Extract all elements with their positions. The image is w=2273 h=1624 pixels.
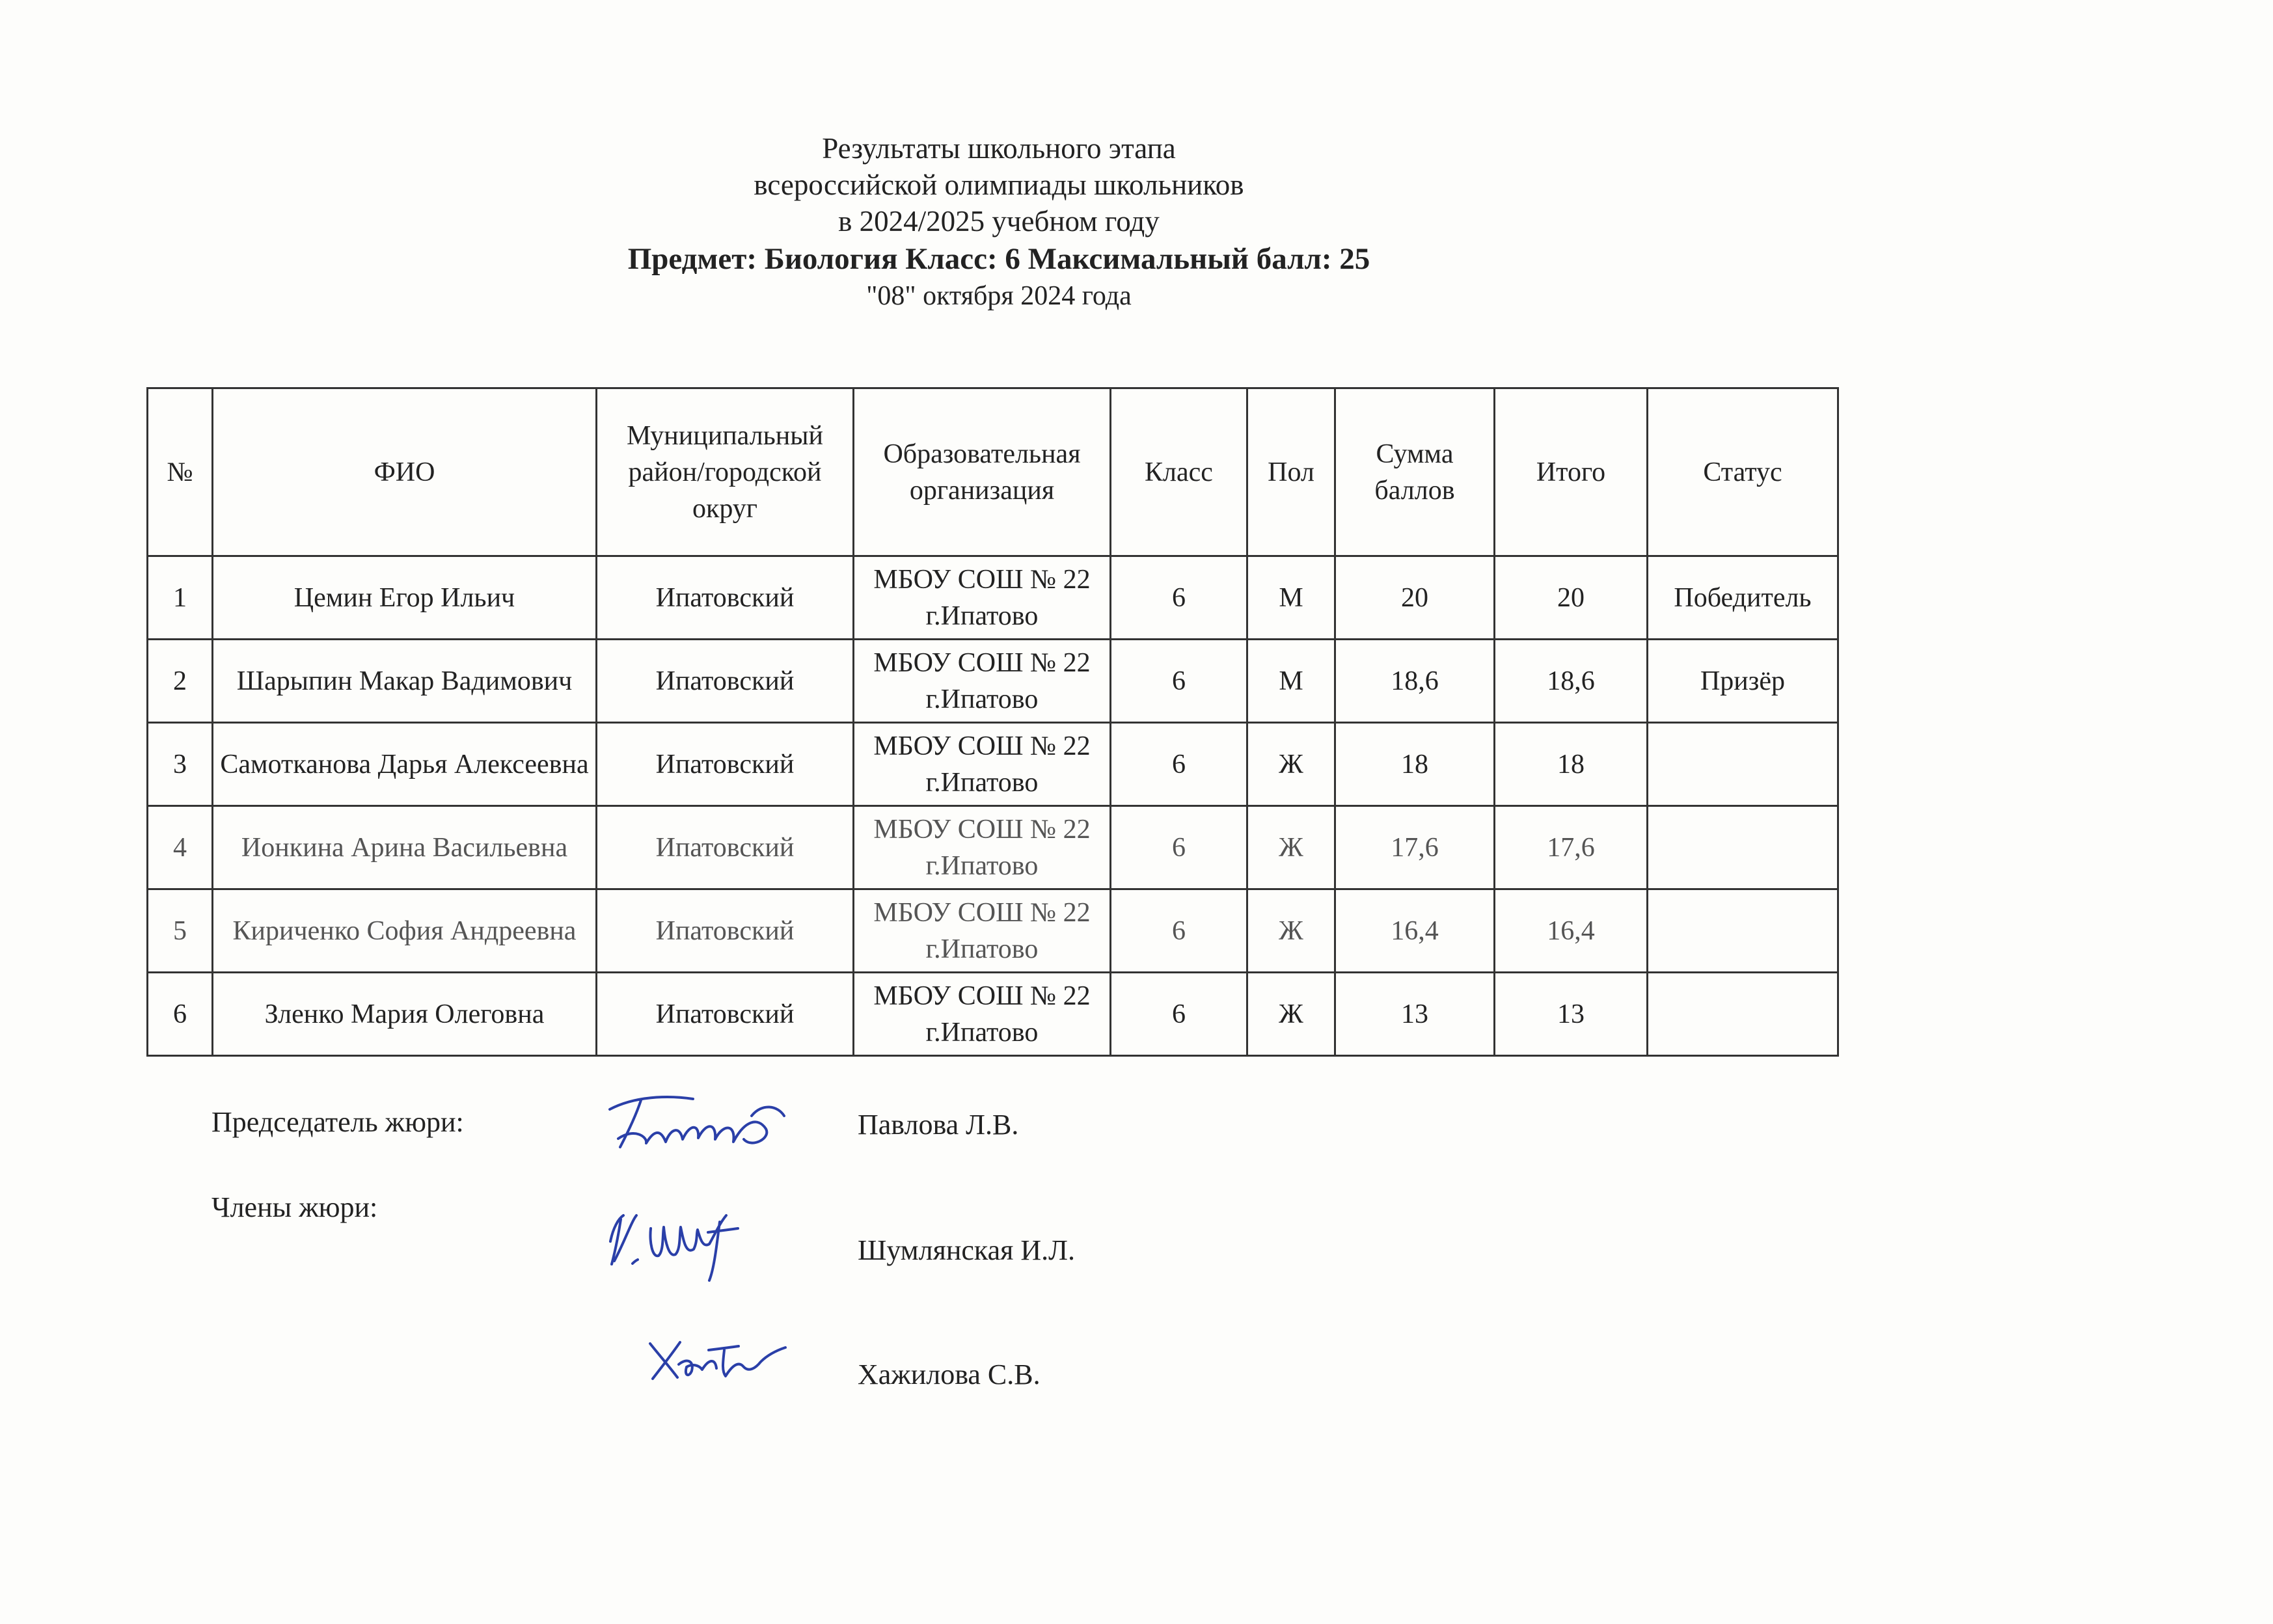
cell-number: 5 [148,889,213,973]
cell-sum: 18 [1335,723,1495,806]
column-header-grade: Класс [1111,388,1247,556]
cell-fio: Кириченко София Андреевна [213,889,597,973]
column-header-sum: Сумма баллов [1335,388,1495,556]
cell-grade: 6 [1111,723,1247,806]
cell-district: Ипатовский [597,556,854,640]
chair-signature-icon [595,1077,804,1161]
cell-organization: МБОУ СОШ № 22 г.Ипатово [854,806,1111,889]
cell-fio: Самотканова Дарья Алексеевна [213,723,597,806]
cell-total: 13 [1495,973,1648,1056]
cell-sex: Ж [1247,889,1335,973]
cell-organization: МБОУ СОШ № 22 г.Ипатово [854,556,1111,640]
cell-grade: 6 [1111,556,1247,640]
table-row [148,556,1838,640]
column-header-status: Статус [1648,388,1838,556]
column-header-district: Муниципальный район/городской округ [597,388,854,556]
column-header-sex: Пол [1247,388,1335,556]
cell-number: 2 [148,640,213,723]
header-line-2: всероссийской олимпиады школьников [754,169,1244,201]
cell-status [1648,889,1838,973]
document-date: "08" октября 2024 года [866,281,1132,311]
cell-total: 20 [1495,556,1648,640]
cell-sex: Ж [1247,806,1335,889]
cell-district: Ипатовский [597,723,854,806]
header-line-3: в 2024/2025 учебном году [838,205,1160,237]
cell-number: 4 [148,806,213,889]
cell-fio: Шарыпин Макар Вадимович [213,640,597,723]
table-row [148,723,1838,806]
table-row [148,640,1838,723]
column-header-organization: Образовательная организация [854,388,1111,556]
table-header-row [148,388,1838,556]
cell-status [1648,806,1838,889]
cell-grade: 6 [1111,889,1247,973]
cell-grade: 6 [1111,640,1247,723]
chair-label: Председатель жюри: [211,1106,464,1138]
cell-sex: Ж [1247,973,1335,1056]
members-label: Члены жюри: [211,1191,378,1223]
cell-fio: Зленко Мария Олеговна [213,973,597,1056]
cell-number: 1 [148,556,213,640]
results-table [146,387,1839,1057]
cell-status: Победитель [1648,556,1838,640]
cell-sum: 13 [1335,973,1495,1056]
column-header-number: № [148,388,213,556]
cell-district: Ипатовский [597,640,854,723]
cell-sum: 16,4 [1335,889,1495,973]
cell-sum: 18,6 [1335,640,1495,723]
cell-total: 16,4 [1495,889,1648,973]
document-header [0,130,1998,314]
member1-signature-icon [599,1196,761,1287]
member1-name: Шумлянская И.Л. [858,1234,1076,1266]
cell-district: Ипатовский [597,889,854,973]
cell-status: Призёр [1648,640,1838,723]
cell-district: Ипатовский [597,806,854,889]
subject-line: Предмет: Биология Класс: 6 Максимальный балл: 25 [627,242,1370,276]
cell-district: Ипатовский [597,973,854,1056]
table-row [148,806,1838,889]
cell-total: 18 [1495,723,1648,806]
member2-name: Хажилова С.В. [858,1359,1041,1390]
cell-number: 3 [148,723,213,806]
header-line-1: Результаты школьного этапа [822,132,1176,165]
cell-organization: МБОУ СОШ № 22 г.Ипатово [854,973,1111,1056]
cell-grade: 6 [1111,973,1247,1056]
chair-name: Павлова Л.В. [858,1109,1019,1141]
cell-organization: МБОУ СОШ № 22 г.Ипатово [854,723,1111,806]
cell-sum: 20 [1335,556,1495,640]
cell-fio: Ионкина Арина Васильевна [213,806,597,889]
cell-number: 6 [148,973,213,1056]
cell-organization: МБОУ СОШ № 22 г.Ипатово [854,640,1111,723]
column-header-total: Итого [1495,388,1648,556]
cell-fio: Цемин Егор Ильич [213,556,597,640]
cell-sex: Ж [1247,723,1335,806]
cell-grade: 6 [1111,806,1247,889]
cell-sex: М [1247,640,1335,723]
cell-total: 18,6 [1495,640,1648,723]
cell-status [1648,973,1838,1056]
member2-signature-icon [641,1324,791,1389]
cell-total: 17,6 [1495,806,1648,889]
cell-sex: М [1247,556,1335,640]
cell-status [1648,723,1838,806]
column-header-fio: ФИО [213,388,597,556]
table-row [148,973,1838,1056]
cell-sum: 17,6 [1335,806,1495,889]
cell-organization: МБОУ СОШ № 22 г.Ипатово [854,889,1111,973]
table-row [148,889,1838,973]
